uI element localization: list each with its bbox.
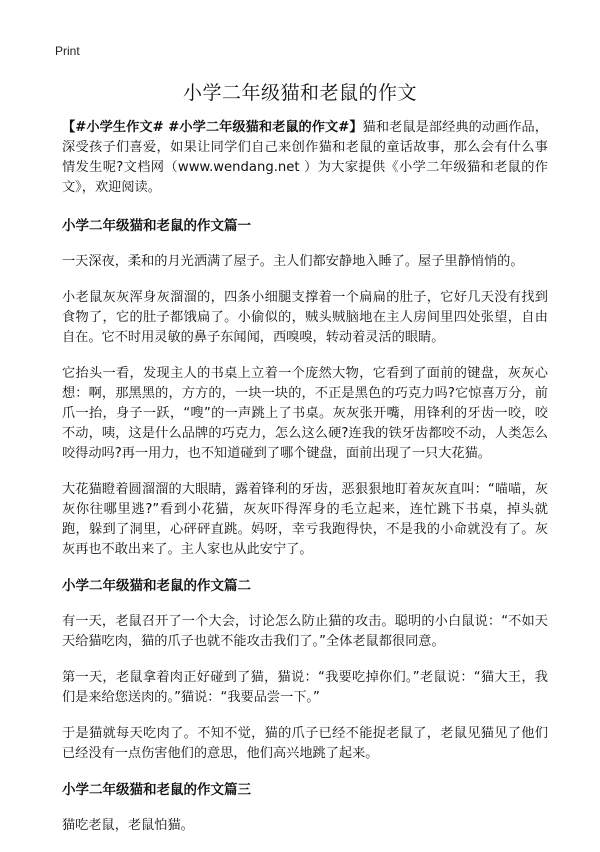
section-1-paragraph-4: 大花猫瞪着圆溜溜的大眼睛，露着锋利的牙齿，恶狠狠地盯着灰灰直叫：“喵喵，灰灰你往哪里逃?”看到小花猫，灰灰吓得浑身的毛立起来，连忙跳下书桌，掉头就跑，躲到了洞里，心砰砰直跳。妈呀，幸亏我跑得快，不是我的小命就没有了。灰灰再也不敢出来了。主人家也从此安宁了。 xyxy=(62,482,548,557)
page-title: 小学二年级猫和老鼠的作文 xyxy=(182,82,417,104)
section-heading-2: 小学二年级猫和老鼠的作文篇二 xyxy=(62,578,251,594)
article-body xyxy=(62,118,548,852)
section-2-paragraph-2: 第一天，老鼠拿着肉正好碰到了猫，猫说：“我要吃掉你们。”老鼠说：“猫大王，我们是来给您送肉的。”猫说：“我要品尝一下。” xyxy=(62,670,548,705)
print-link[interactable]: Print xyxy=(55,44,80,58)
intro-tag: 【#小学生作文# #小学二年级猫和老鼠的作文#】 xyxy=(62,120,363,135)
section-1-paragraph-3: 它抬头一看，发现主人的书桌上立着一个庞然大物，它看到了面前的键盘，灰灰心想：啊，那黑黑的，方方的，一块一块的，不正是黑色的巧克力吗?它惊喜万分，前爪一抬，身子一跃，“嗖”的一声跳上了书桌。灰灰张开嘴，用锋利的牙齿一咬，咬不动，咦，这是什么品牌的巧克力，怎么这么硬?连我的铁牙齿都咬不动，人类怎么咬得动吗?再一用力，也不知道碰到了哪个键盘，面前出现了一只大花猫。 xyxy=(62,366,548,461)
section-3-paragraph-1: 猫吃老鼠，老鼠怕猫。 xyxy=(62,818,194,833)
section-1-paragraph-2: 小老鼠灰灰浑身灰溜溜的，四条小细腿支撑着一个扁扁的肚子，它好几天没有找到食物了，它的肚子都饿扁了。小偷似的，贼头贼脑地在主人房间里四处张望，自由自在。它不时用灵敏的鼻子东闻闻，西嗅嗅，转动着灵活的眼睛。 xyxy=(62,290,548,345)
intro-text: 猫和老鼠是部经典的动画作品，深受孩子们喜爱，如果让同学们自己来创作猫和老鼠的童话故事，那么会有什么事情发生呢?文档网（www.wendang.net ）为大家提供《小学二年级猫和老鼠的作文》，欢迎阅读。 xyxy=(62,120,548,195)
section-heading-3: 小学二年级猫和老鼠的作文篇三 xyxy=(62,782,251,798)
section-1-paragraph-1: 一天深夜，柔和的月光洒满了屋子。主人们都安静地入睡了。屋子里静悄悄的。 xyxy=(62,254,524,269)
section-2-paragraph-3: 于是猫就每天吃肉了。不知不觉，猫的爪子已经不能捉老鼠了，老鼠见猫见了他们已经没有一点伤害他们的意思，他们高兴地跳了起来。 xyxy=(62,726,548,761)
section-2-paragraph-1: 有一天，老鼠召开了一个大会，讨论怎么防止猫的攻击。聪明的小白鼠说：“不如天天给猫吃肉，猫的爪子也就不能攻击我们了。”全体老鼠都很同意。 xyxy=(62,614,548,649)
intro-paragraph xyxy=(62,118,548,198)
section-heading-1: 小学二年级猫和老鼠的作文篇一 xyxy=(62,218,251,234)
